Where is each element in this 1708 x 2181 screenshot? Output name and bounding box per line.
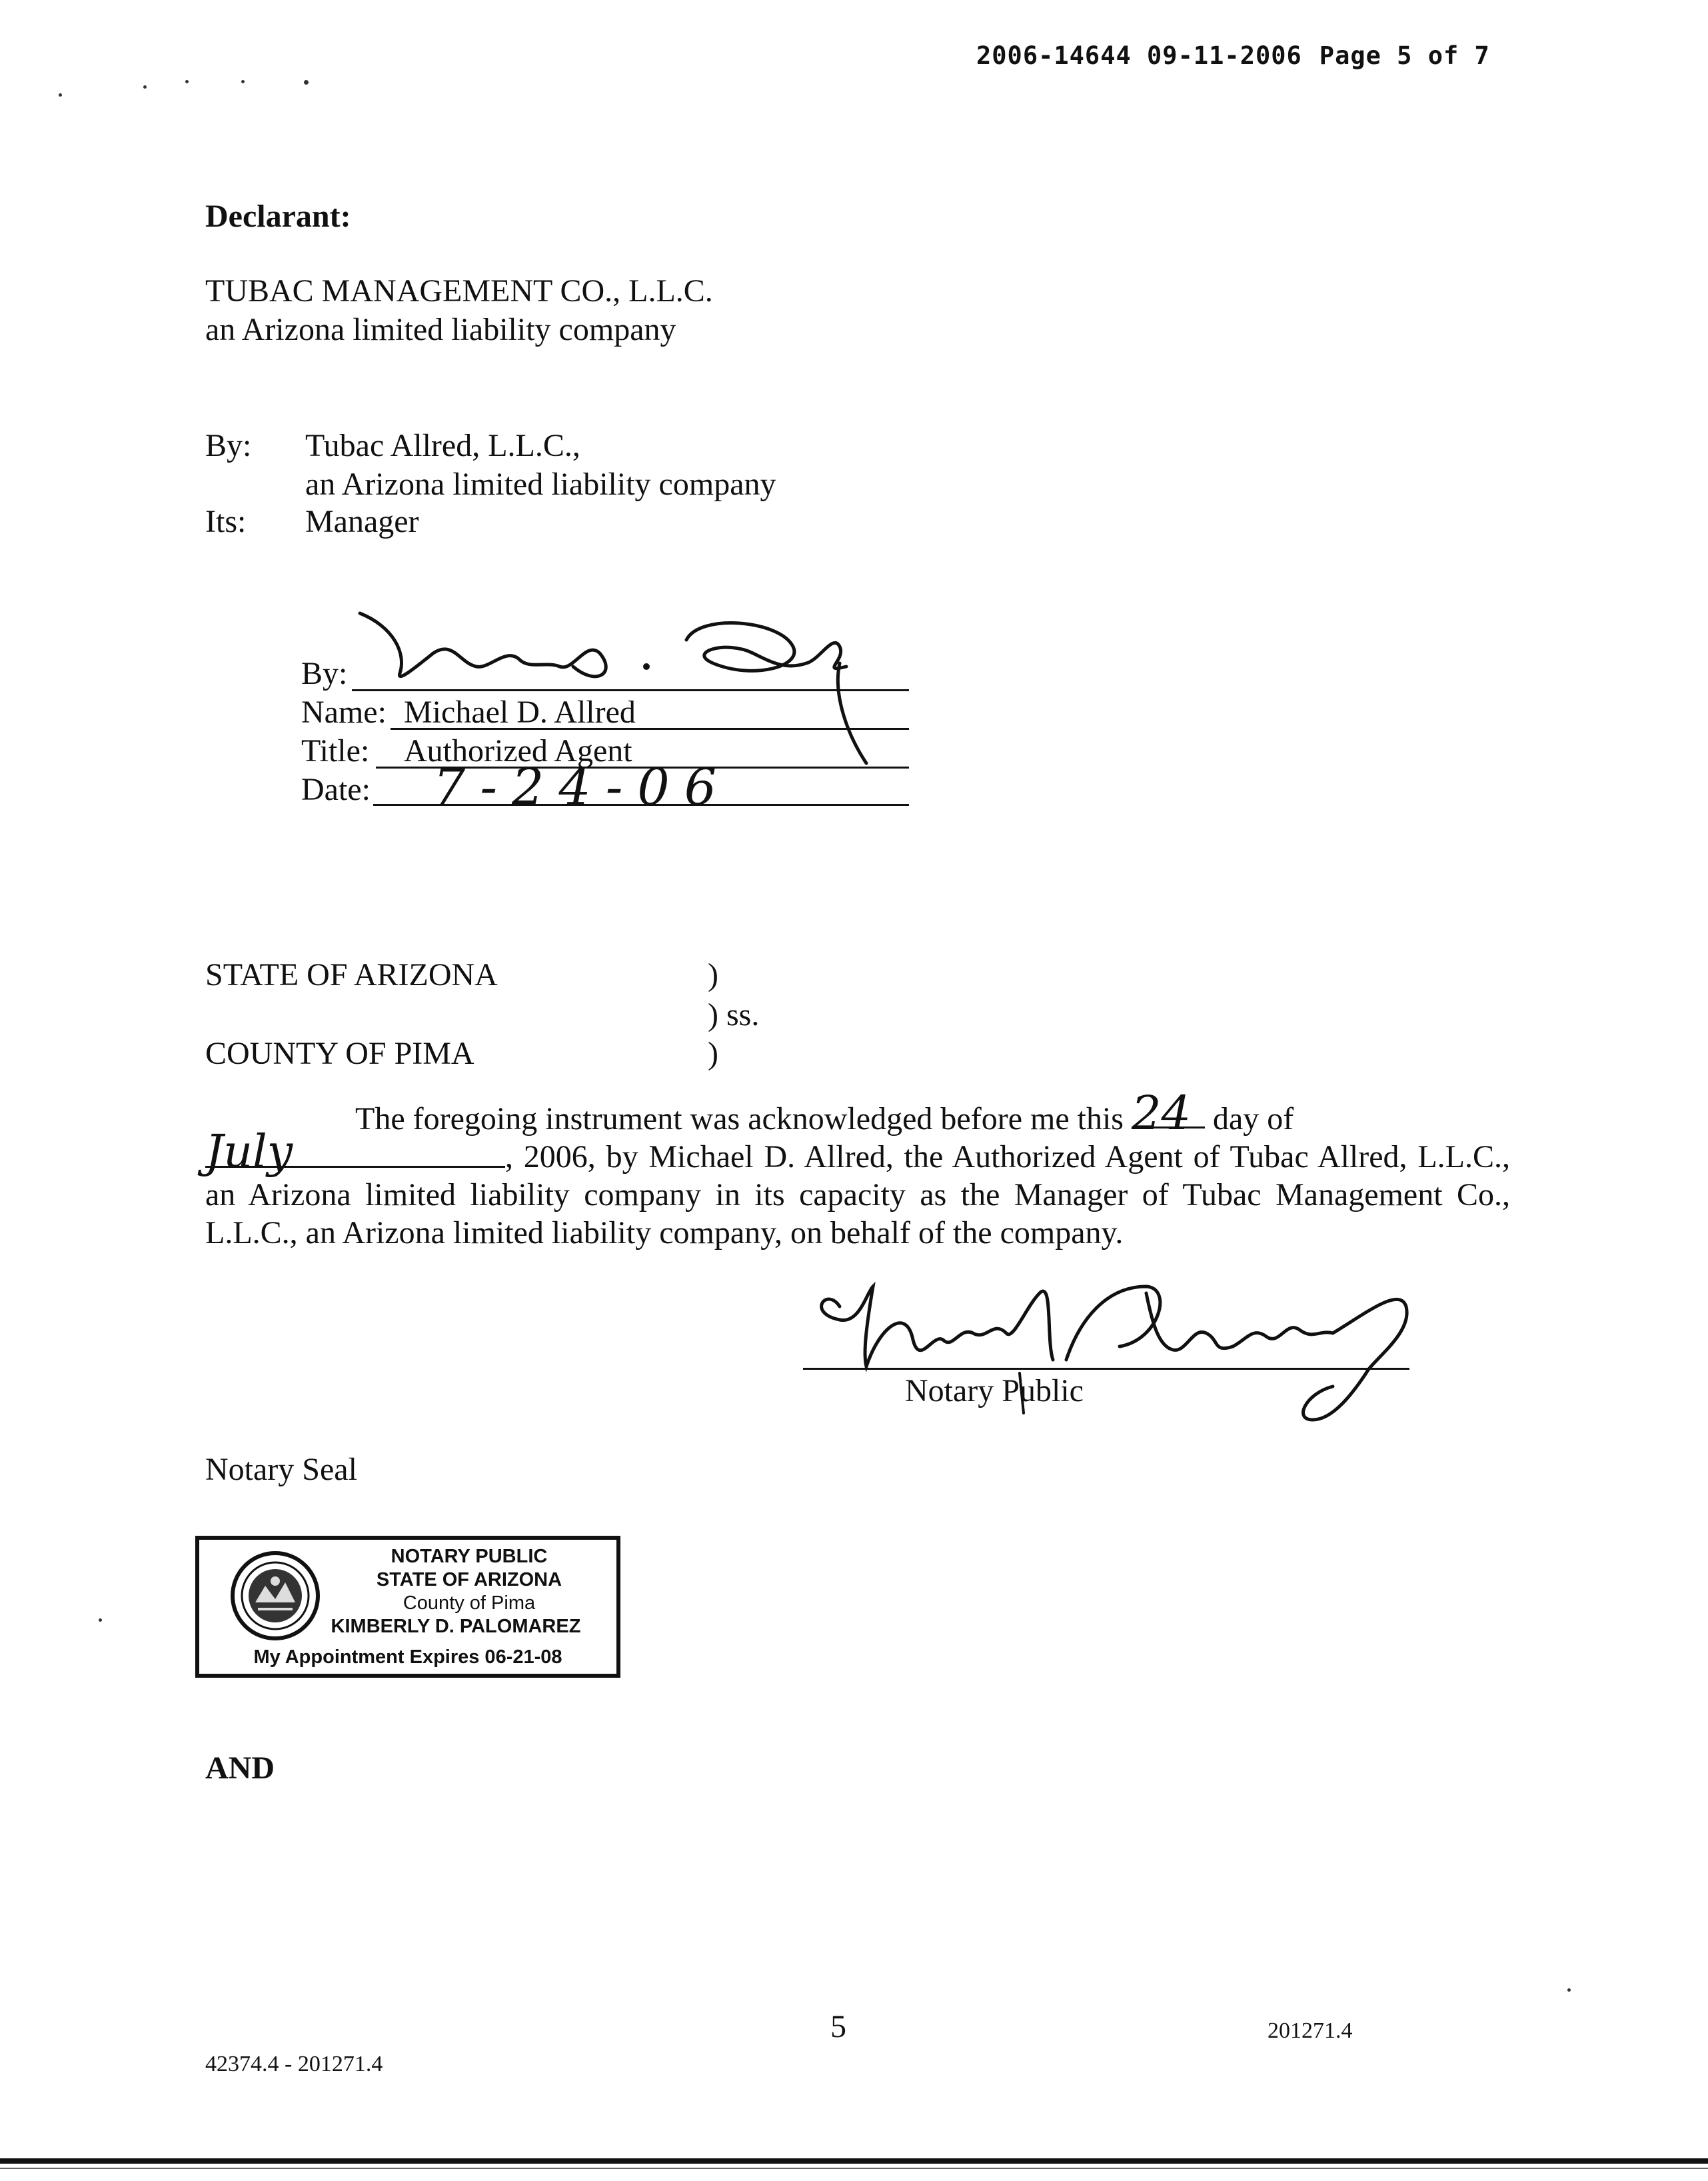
- notary-signature-line: [803, 1368, 1409, 1370]
- footer-right-ref: 201271.4: [1268, 2018, 1353, 2043]
- bottom-scan-rule-thin: [0, 2168, 1708, 2169]
- scan-speck: [304, 80, 309, 85]
- venue-state: STATE OF ARIZONA: [205, 957, 498, 993]
- notary-stamp: [195, 1536, 620, 1678]
- seal-line-4: KIMBERLY D. PALOMAREZ: [331, 1616, 581, 1637]
- bottom-scan-rule: [0, 2158, 1708, 2164]
- page-label: Page 5 of 7: [1319, 41, 1490, 70]
- company-description: an Arizona limited liability company: [205, 312, 676, 347]
- by-company-description: an Arizona limited liability company: [305, 467, 776, 502]
- recording-header: [976, 41, 1490, 70]
- seal-line-2: STATE OF ARIZONA: [376, 1569, 562, 1590]
- sig-title-label: Title:: [301, 733, 370, 769]
- seal-line-1: NOTARY PUBLIC: [391, 1546, 548, 1567]
- sig-name-label: Name:: [301, 695, 387, 730]
- notary-signature: [800, 1266, 1439, 1440]
- scan-speck: [99, 1618, 102, 1622]
- scan-speck: [143, 85, 147, 89]
- sig-date-handwritten: 7-24-06: [433, 757, 732, 817]
- its-value: Manager: [305, 504, 419, 539]
- acknowledgment-paragraph: [205, 1086, 1510, 1252]
- scan-speck: [59, 93, 62, 97]
- by-label: By:: [205, 428, 252, 463]
- scan-speck: [185, 80, 189, 83]
- declarant-heading: Declarant:: [205, 199, 351, 234]
- allred-signature: [353, 600, 886, 773]
- venue-ss: ) ss.: [708, 997, 760, 1033]
- sig-by-label: By:: [301, 656, 348, 691]
- sig-date-line: [373, 804, 909, 806]
- notary-seal-heading: Notary Seal: [205, 1452, 357, 1487]
- notary-public-label: Notary Public: [905, 1373, 1084, 1408]
- company-name: TUBAC MANAGEMENT CO., L.L.C.: [205, 273, 713, 309]
- scan-speck: [241, 80, 245, 83]
- ack-body: , 2006, by Michael D. Allred, the Authorized Agent of Tubac Allred, L.L.C., an Arizona limited liability company in its capacity as the Manager of Tubac Management Co., L.L.C., an Arizona limited liability company, on behalf of the company.: [205, 1139, 1510, 1250]
- footer-left-ref: 42374.4 - 201271.4: [205, 2052, 383, 2076]
- venue-paren-3: ): [708, 1036, 718, 1071]
- its-label: Its:: [205, 504, 247, 539]
- seal-line-5: My Appointment Expires 06-21-08: [253, 1646, 562, 1668]
- venue-paren-1: ): [708, 957, 718, 993]
- recording-number: 2006-14644 09-11-2006: [976, 41, 1302, 70]
- footer-page-number: 5: [830, 2009, 846, 2044]
- ack-day-handwritten: 24: [1132, 1100, 1205, 1128]
- by-company: Tubac Allred, L.L.C.,: [305, 428, 580, 463]
- ack-day-of: day of: [1212, 1101, 1294, 1136]
- ack-month-handwritten: July: [205, 1139, 505, 1168]
- venue-county: COUNTY OF PIMA: [205, 1036, 474, 1071]
- sig-date-label: Date:: [301, 772, 371, 807]
- scan-speck: [1567, 1988, 1571, 1992]
- ack-lead: The foregoing instrument was acknowledged before me this: [355, 1101, 1124, 1136]
- and-text: AND: [205, 1750, 275, 1786]
- sig-name-value: Michael D. Allred: [404, 695, 636, 730]
- seal-line-3: County of Pima: [403, 1592, 536, 1614]
- sig-title-value: Authorized Agent: [404, 733, 632, 769]
